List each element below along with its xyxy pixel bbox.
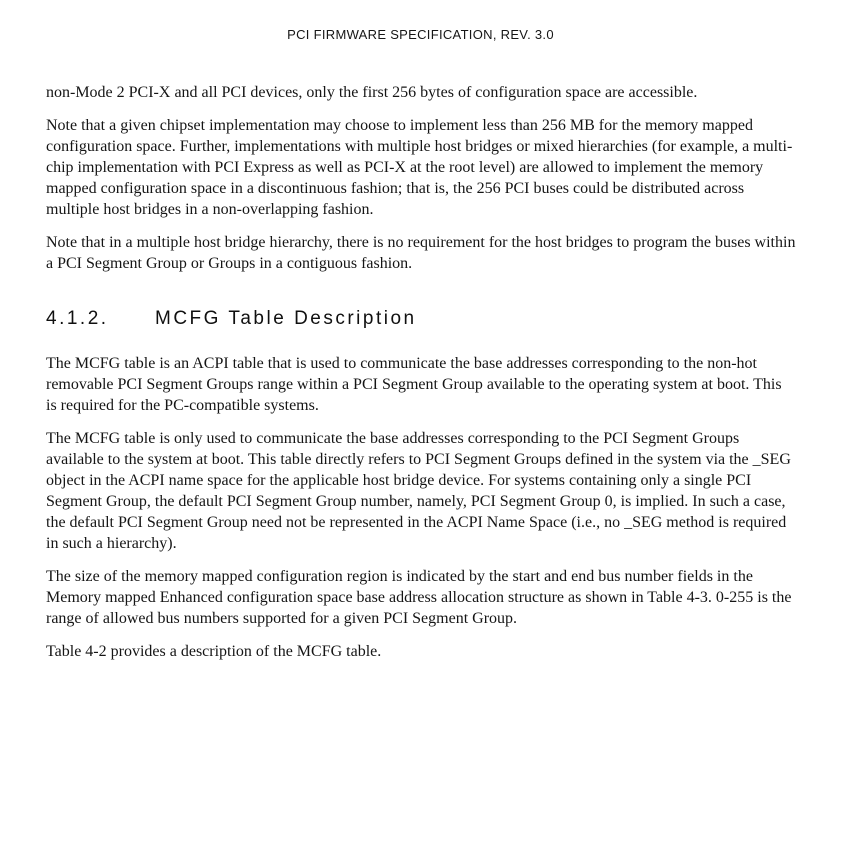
section-heading [46,308,796,329]
page-body [46,82,796,674]
paragraph-section-1: The MCFG table is an ACPI table that is used to communicate the base addresses corresponding to the non-hot removable PCI Segment Groups range within a PCI Segment Group available to the operating system at boot. This is required for the PC-compatible systems. [46,355,782,414]
page-header: PCI FIRMWARE SPECIFICATION, REV. 3.0 [287,27,554,42]
paragraph-section-4: Table 4-2 provides a description of the MCFG table. [46,643,382,660]
paragraph-intro-2: Note that a given chipset implementation may choose to implement less than 256 MB for the memory mapped configuration space. Further, implementations with multiple host bridges or mixed hierarchies (for example, a multi-chip implementation with PCI Express as well as PCI-X at the root level) are allowed to implement the memory mapped configuration space in a discontinuous fashion; that is, the 256 PCI buses could be distributed across multiple host bridges in a non-overlapping fashion. [46,117,793,218]
paragraph-section-2: The MCFG table is only used to communicate the base addresses corresponding to the PCI Segment Groups available to the system at boot. This table directly refers to PCI Segment Groups defined in the system via the _SEG object in the ACPI name space for the applicable host bridge device. For systems containing only a single PCI Segment Group, the default PCI Segment Group number, namely, PCI Segment Group 0, is implied. In such a case, the default PCI Segment Group need not be represented in the ACPI Name Space (i.e., no _SEG method is required in such a hierarchy). [46,430,791,552]
section-title: MCFG Table Description [155,308,417,329]
paragraph-section-3: The size of the memory mapped configuration region is indicated by the start and end bus number fields in the Memory mapped Enhanced configuration space base address allocation structure as shown in Table 4-3. 0-255 is the range of allowed bus numbers supported for a given PCI Segment Group. [46,568,792,627]
paragraph-intro-3: Note that in a multiple host bridge hierarchy, there is no requirement for the host bridges to program the buses within a PCI Segment Group or Groups in a contiguous fashion. [46,234,796,272]
section-number: 4.1.2. [46,308,109,329]
paragraph-intro-1: non-Mode 2 PCI-X and all PCI devices, only the first 256 bytes of configuration space are accessible. [46,84,698,101]
